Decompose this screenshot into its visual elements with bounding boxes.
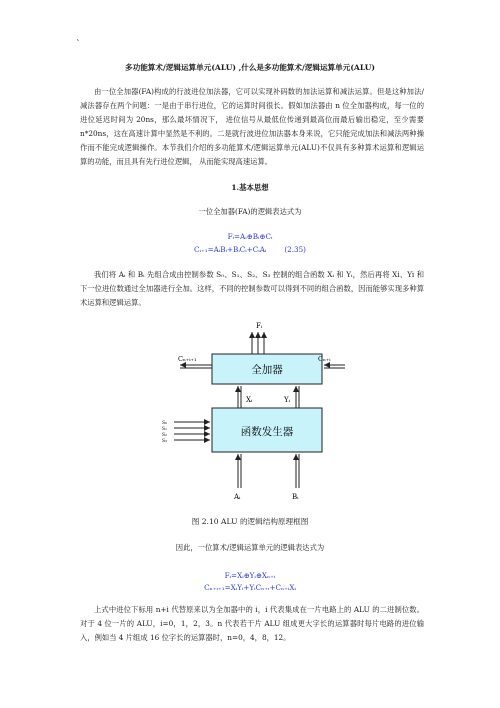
- paragraph-intro: 由一位全加器(FA)构成的行波进位加法器，它可以实现补码数的加法运算和减法运算。但是这种加法/减法器存在两个问题：一是由于串行进位，它的运算时间很长。假如加法器由 n 位全加器构成，每一位的进位延迟时间为 20ns，那么最坏情况下， 进位信号从最低位传递到最高位而最后输出稳定，至少需要 n*20ns，这在高速计算中显然是不利的。二是就行波进位加法器本身来说，它只能完成加法和减法两种操作而不能完成逻辑操作。本节我们介绍的多功能算术/逻辑运算单元(ALU)不仅具有多种算术运算和逻辑运算的功能，而且具有先行进位逻辑， 从而能实现高速运算。: [80, 87, 424, 166]
- carry-out-arrow: [180, 365, 212, 368]
- page-title: 多功能算术/逻辑运算单元(ALU) ,什么是多功能算术/逻辑运算单元(ALU): [125, 63, 375, 72]
- control-inputs: [174, 422, 210, 440]
- alu-block-diagram: [160, 318, 350, 503]
- formula-alu-carry: Cₙ₊ᵢ₊₁=XᵢYᵢ+YᵢCₙ₊ᵢ+Cₙ₊ᵢXᵢ: [204, 583, 296, 592]
- carry-in-arrow: [324, 365, 345, 368]
- control-s1: S₁: [162, 427, 167, 432]
- output-f-arrows: [252, 332, 264, 354]
- control-s3: S₃: [162, 439, 167, 444]
- equation-number: (2.35): [284, 245, 306, 254]
- section-heading: 1.基本思想: [231, 183, 269, 192]
- full-adder-label: 全加器: [251, 364, 283, 376]
- control-s2: S₂: [162, 433, 167, 438]
- marker: `: [76, 40, 81, 50]
- function-generator-label: 函数发生器: [240, 426, 294, 438]
- formula-sum: Fᵢ=Aᵢ⊕Bᵢ⊕Cᵢ: [227, 232, 273, 241]
- formula-carry-text: Cᵢ₊₁=AᵢBᵢ+BᵢCᵢ+CᵢAᵢ: [194, 245, 267, 254]
- formula-intro-fa: 一位全加器(FA)的逻辑表达式为: [198, 207, 302, 216]
- x-label: Xᵢ: [246, 396, 253, 404]
- paragraph-carry-explanation: 上式中进位下标用 n+i 代替原来以为全加器中的 i，i 代表集成在一片电路上的 ALU 的二进制位数。对于 4 位一片的 ALU，i=0，1，2，3。n 代表若干片 ALU 组成更大字长的运算器时每片电路的进位输入，例如当 4 片组成 16 位字长的运算器时，n=0，4，8，12。: [80, 605, 424, 642]
- carry-out-label: Cₙ₊ᵢ₊₁: [178, 355, 197, 363]
- figure-caption: 图 2.10 ALU 的逻辑结构原理框图: [191, 517, 309, 526]
- control-s0: S₀: [162, 421, 167, 426]
- formula-intro-alu: 因此，一位算术/逻辑运算单元的逻辑表达式为: [175, 543, 325, 552]
- formula-carry: [0, 245, 500, 254]
- output-f-label: Fᵢ: [256, 322, 263, 330]
- control-labels: [162, 420, 167, 444]
- carry-in-label: Cₙ₊ᵢ: [318, 355, 331, 363]
- ab-input-arrows: [238, 454, 299, 488]
- a-label: Aᵢ: [234, 493, 241, 501]
- y-label: Yᵢ: [284, 396, 291, 404]
- paragraph-basic-idea: 我们将 Aᵢ 和 Bᵢ 先组合成由控制参数 S₀、S₁、S₂、S₃ 控制的组合函数 Xᵢ 和 Yᵢ，然后再将 Xi、Yi 和下一位进位数通过全加器进行全加。这样，不同的控制参数可以得到不同的组合函数，因而能够实现多种算术运算和逻辑运算。: [80, 270, 424, 307]
- b-label: Bᵢ: [292, 493, 299, 501]
- formula-alu-sum: Fᵢ=Xᵢ⊕Yᵢ⊕Xₙ₊ᵢ: [224, 571, 276, 580]
